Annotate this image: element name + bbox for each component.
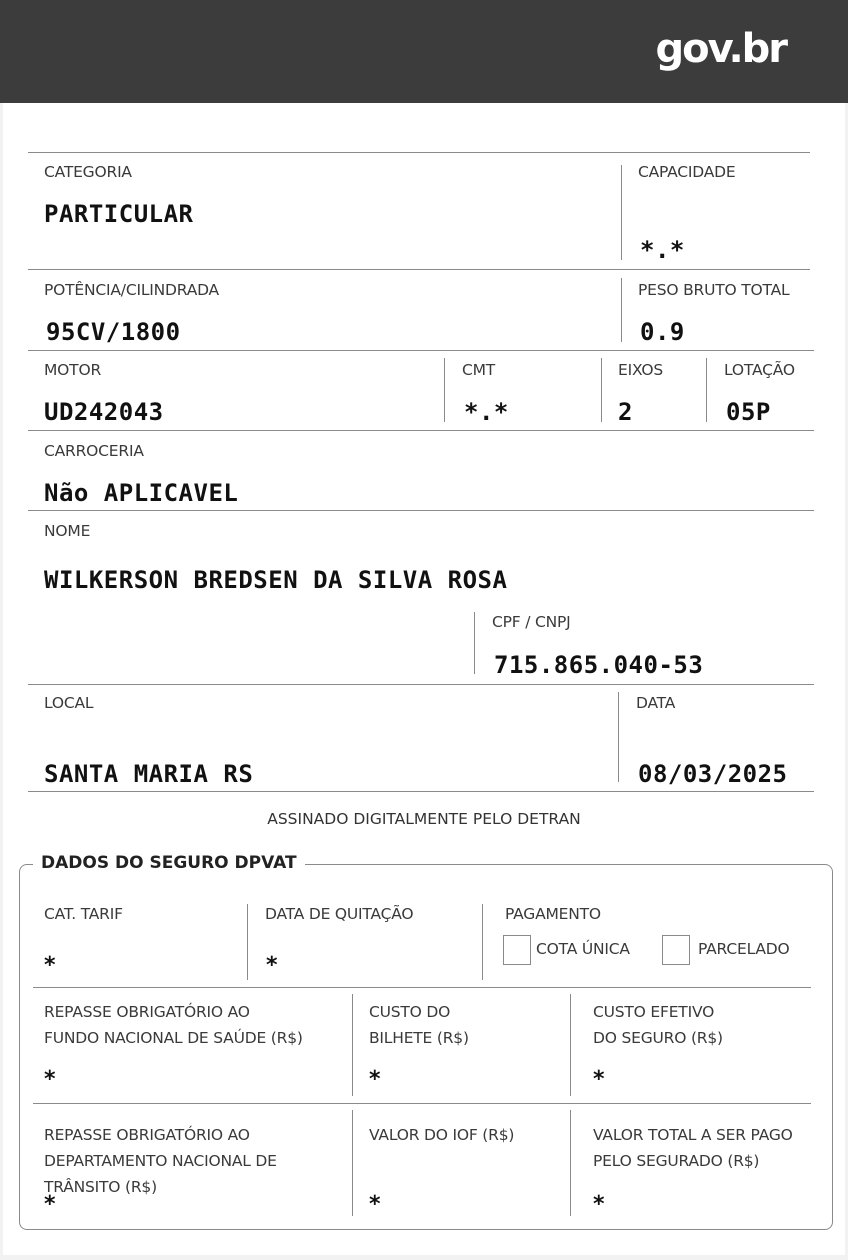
cpf-cnpj-label: CPF / CNPJ <box>492 613 571 631</box>
repasse-dnt-value: * <box>44 1192 56 1217</box>
custo-bilhete-label-line2: BILHETE (R$) <box>369 1029 469 1047</box>
parcelado-checkbox[interactable] <box>662 935 690 965</box>
divider <box>28 684 814 685</box>
data-label: DATA <box>636 694 676 712</box>
valor-total-label-line1: VALOR TOTAL A SER PAGO <box>593 1126 793 1144</box>
cota-unica-checkbox[interactable] <box>503 935 531 965</box>
divider <box>618 692 619 782</box>
valor-iof-label: VALOR DO IOF (R$) <box>369 1126 515 1144</box>
capacidade-value: *.* <box>640 236 685 264</box>
pagamento-label: PAGAMENTO <box>505 905 601 923</box>
motor-label: MOTOR <box>44 361 102 379</box>
capacidade-label: CAPACIDADE <box>638 163 736 181</box>
divider <box>621 165 622 260</box>
divider <box>28 152 810 153</box>
lotacao-value: 05P <box>726 398 771 426</box>
divider <box>570 994 571 1096</box>
parcelado-label: PARCELADO <box>698 940 790 958</box>
data-quitacao-value: * <box>266 953 278 978</box>
divider <box>352 994 353 1096</box>
divider <box>621 278 622 342</box>
potencia-value: 95CV/1800 <box>46 318 181 346</box>
digital-signature-note: ASSINADO DIGITALMENTE PELO DETRAN <box>267 810 581 828</box>
carroceria-value: Não APLICAVEL <box>44 479 239 507</box>
cmt-label: CMT <box>462 361 496 379</box>
divider <box>352 1110 353 1216</box>
potencia-label: POTÊNCIA/CILINDRADA <box>44 281 219 299</box>
divider <box>444 358 445 422</box>
divider <box>482 904 483 980</box>
cat-tarif-label: CAT. TARIF <box>44 905 123 923</box>
repasse-fns-label-line1: REPASSE OBRIGATÓRIO AO <box>44 1003 250 1021</box>
local-value: SANTA MARIA RS <box>44 760 254 788</box>
custo-efetivo-label-line1: CUSTO EFETIVO <box>593 1003 715 1021</box>
divider <box>28 269 810 270</box>
carroceria-label: CARROCERIA <box>44 442 144 460</box>
repasse-dnt-label-line3: TRÂNSITO (R$) <box>44 1178 157 1196</box>
nome-label: NOME <box>44 522 91 540</box>
divider <box>474 612 475 674</box>
govbr-logo[interactable]: gov.br <box>655 26 786 72</box>
divider <box>570 1110 571 1216</box>
dpvat-title: DADOS DO SEGURO DPVAT <box>33 852 305 874</box>
repasse-fns-label-line2: FUNDO NACIONAL DE SAÚDE (R$) <box>44 1029 303 1047</box>
divider <box>28 791 814 792</box>
divider <box>28 350 814 351</box>
divider <box>601 358 602 422</box>
categoria-value: PARTICULAR <box>44 200 194 228</box>
divider <box>247 904 248 980</box>
nome-value: WILKERSON BREDSEN DA SILVA ROSA <box>44 566 508 594</box>
repasse-dnt-label-line2: DEPARTAMENTO NACIONAL DE <box>44 1152 277 1170</box>
valor-iof-value: * <box>369 1192 381 1217</box>
divider <box>33 1103 811 1104</box>
valor-total-value: * <box>593 1192 605 1217</box>
custo-efetivo-label-line2: DO SEGURO (R$) <box>593 1029 723 1047</box>
cota-unica-label: COTA ÚNICA <box>536 940 630 958</box>
divider <box>33 987 811 988</box>
local-label: LOCAL <box>44 694 94 712</box>
cpf-cnpj-value: 715.865.040-53 <box>494 651 704 679</box>
peso-bruto-label: PESO BRUTO TOTAL <box>638 281 790 299</box>
top-header-bar <box>0 0 848 103</box>
custo-bilhete-label-line1: CUSTO DO <box>369 1003 451 1021</box>
categoria-label: CATEGORIA <box>44 163 132 181</box>
divider <box>28 510 814 511</box>
cmt-value: *.* <box>464 398 509 426</box>
data-value: 08/03/2025 <box>638 760 788 788</box>
repasse-fns-value: * <box>44 1067 56 1092</box>
eixos-label: EIXOS <box>618 361 664 379</box>
divider <box>28 430 814 431</box>
custo-efetivo-value: * <box>593 1067 605 1092</box>
data-quitacao-label: DATA DE QUITAÇÃO <box>265 905 414 923</box>
lotacao-label: LOTAÇÃO <box>724 361 795 379</box>
cat-tarif-value: * <box>44 953 56 978</box>
eixos-value: 2 <box>618 398 633 426</box>
valor-total-label-line2: PELO SEGURADO (R$) <box>593 1152 760 1170</box>
custo-bilhete-value: * <box>369 1067 381 1092</box>
repasse-dnt-label-line1: REPASSE OBRIGATÓRIO AO <box>44 1126 250 1144</box>
divider <box>706 358 707 422</box>
motor-value: UD242043 <box>44 398 164 426</box>
peso-bruto-value: 0.9 <box>640 318 685 346</box>
